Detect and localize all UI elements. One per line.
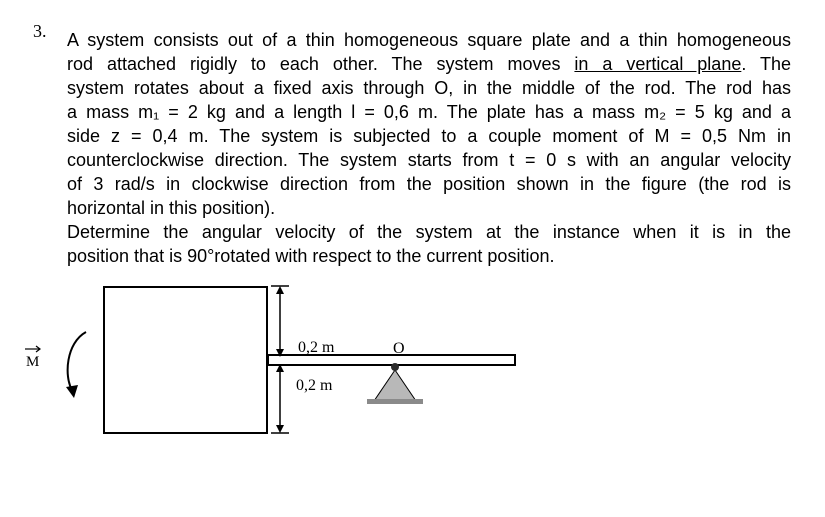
- problem-line-9: Determine the angular velocity of the system at the instance when it is in the: [67, 222, 791, 242]
- square-plate: [104, 287, 267, 433]
- rod: [268, 355, 515, 365]
- dimension-upper-label: 0,2 m: [298, 339, 335, 356]
- problem-line-8: horizontal in this position).: [67, 198, 276, 218]
- problem-line-7: of 3 rad/s in clockwise direction from the position shown in the figure (the rod is: [67, 174, 791, 194]
- problem-line-2-end: . The: [741, 54, 791, 74]
- problem-line-3: system rotates about a fixed axis through O, in the middle of the rod. The rod has: [67, 78, 791, 98]
- underlined-vertical-plane: in a vertical plane: [574, 54, 742, 74]
- problem-line-2-text: rod attached rigidly to each other. The system moves: [67, 54, 575, 74]
- moment-arrow-icon: [66, 332, 86, 398]
- pivot-support: [367, 363, 423, 404]
- problem-line-4: a mass m₁ = 2 kg and a length l = 0,6 m. The plate has a mass m₂ = 5 kg and a: [67, 102, 791, 122]
- problem-line-1: A system consists out of a thin homogeneous square plate and a thin homogeneous: [67, 30, 791, 50]
- pivot-point: [391, 363, 399, 371]
- problem-number: 3.: [33, 21, 47, 41]
- pivot-label: O: [393, 340, 405, 357]
- moment-label: M: [26, 354, 40, 370]
- problem-line-5: side z = 0,4 m. The system is subjected to a couple moment of M = 0,5 Nm in: [67, 126, 791, 146]
- problem-line-6: counterclockwise direction. The system starts from t = 0 s with an angular velocity: [67, 150, 791, 170]
- dimension-lower-label: 0,2 m: [296, 377, 333, 394]
- problem-line-10: position that is 90°rotated with respect to the current position.: [67, 246, 555, 266]
